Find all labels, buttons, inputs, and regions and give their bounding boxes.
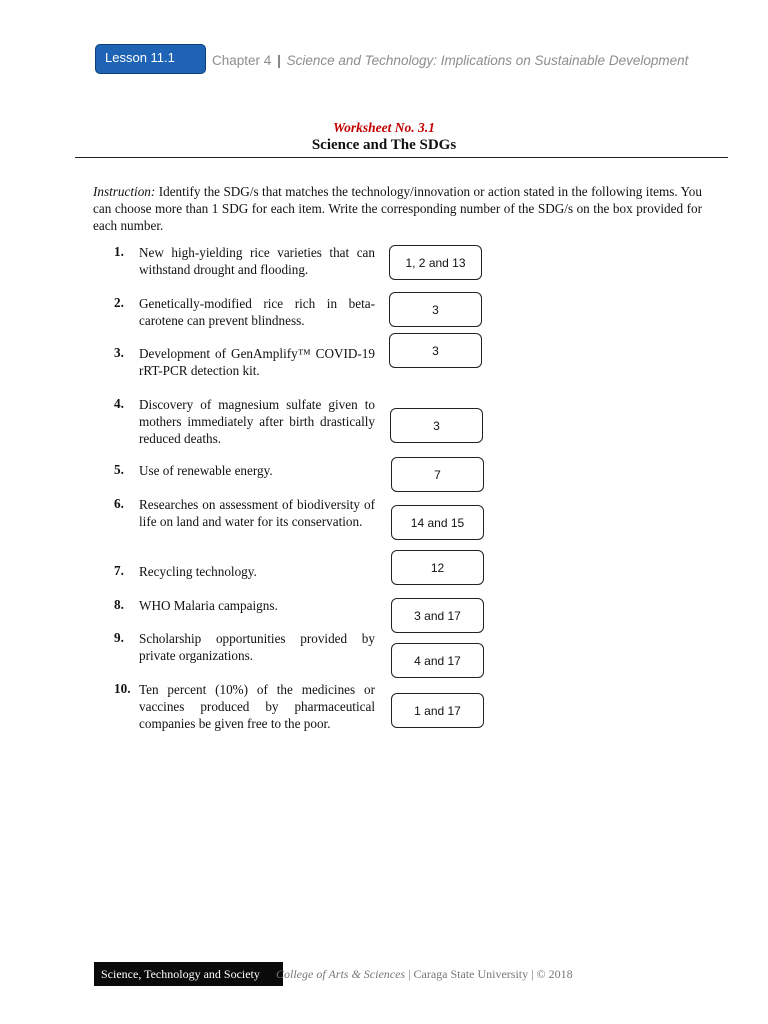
- answer-value: 7: [434, 467, 441, 482]
- answer-box[interactable]: [391, 550, 484, 585]
- item-number: 4.: [114, 396, 124, 411]
- answer-box[interactable]: [389, 292, 482, 327]
- answer-box[interactable]: [391, 457, 484, 492]
- item-number: 2.: [114, 295, 124, 310]
- footer-college: College of Arts & Sciences: [276, 967, 406, 981]
- answer-value: 1 and 17: [414, 703, 461, 718]
- lesson-label: Lesson 11.1: [105, 50, 175, 65]
- answer-box[interactable]: [389, 333, 482, 368]
- item-number: 3.: [114, 345, 124, 360]
- answer-value: 3 and 17: [414, 608, 461, 623]
- footer-university: | Caraga State University | © 2018: [408, 967, 573, 981]
- chapter-subtitle: Science and Technology: Implications on Sustainable Development: [286, 53, 689, 68]
- chapter-separator: |: [277, 53, 281, 68]
- chapter-label: Chapter 4: [212, 53, 272, 68]
- item-text: Recycling technology.: [139, 564, 257, 579]
- item-number: 10.: [114, 681, 131, 696]
- footer-course-badge: [94, 962, 283, 986]
- answer-value: 3: [433, 418, 440, 433]
- item-number: 7.: [114, 563, 124, 578]
- answer-value: 3: [432, 302, 439, 317]
- item-text: Genetically-modified rice rich in beta-carotene can prevent blindness.: [139, 296, 375, 328]
- answer-box[interactable]: [390, 408, 483, 443]
- item-number: 5.: [114, 462, 124, 477]
- item-number: 6.: [114, 496, 124, 511]
- footer-credits: [276, 967, 573, 982]
- item-number: 1.: [114, 244, 124, 259]
- worksheet-title: Science and The SDGs: [311, 137, 457, 153]
- instruction-text: Identify the SDG/s that matches the technology/innovation or action stated in the following items. You can choose more than 1 SDG for each item. Write the corresponding number of the SDG/s on the box provided for each number.: [93, 184, 702, 233]
- item-text: Development of GenAmplify™ COVID-19 rRT-PCR detection kit.: [139, 346, 375, 378]
- answer-box[interactable]: [389, 245, 482, 280]
- answer-value: 14 and 15: [410, 515, 465, 530]
- item-number: 8.: [114, 597, 124, 612]
- lesson-badge: [95, 44, 206, 74]
- chapter-heading: [212, 53, 688, 68]
- item-text: Discovery of magnesium sulfate given to mothers immediately after birth drastically reduced deaths.: [139, 397, 375, 446]
- footer-course: Science, Technology and Society: [101, 967, 260, 981]
- answer-box[interactable]: [391, 643, 484, 678]
- answer-box[interactable]: [391, 693, 484, 728]
- title-divider: [75, 157, 728, 158]
- answer-box[interactable]: [391, 598, 484, 633]
- item-text: Researches on assessment of biodiversity of life on land and water for its conservation.: [139, 497, 375, 529]
- answer-box[interactable]: [391, 505, 484, 540]
- answer-value: 12: [430, 560, 445, 575]
- instruction-paragraph: [93, 183, 702, 234]
- instruction-lead: Instruction:: [93, 184, 156, 199]
- worksheet-number: Worksheet No. 3.1: [333, 120, 435, 135]
- answer-value: 4 and 17: [414, 653, 461, 668]
- item-text: Ten percent (10%) of the medicines or vaccines produced by pharmaceutical companies be given free to the poor.: [139, 682, 375, 731]
- item-text: Scholarship opportunities provided by private organizations.: [139, 631, 375, 663]
- answer-value: 1, 2 and 13: [405, 255, 466, 270]
- item-text: New high-yielding rice varieties that can withstand drought and flooding.: [139, 245, 375, 277]
- item-text: Use of renewable energy.: [139, 463, 273, 478]
- answer-value: 3: [432, 343, 439, 358]
- item-number: 9.: [114, 630, 124, 645]
- item-text: WHO Malaria campaigns.: [139, 598, 278, 613]
